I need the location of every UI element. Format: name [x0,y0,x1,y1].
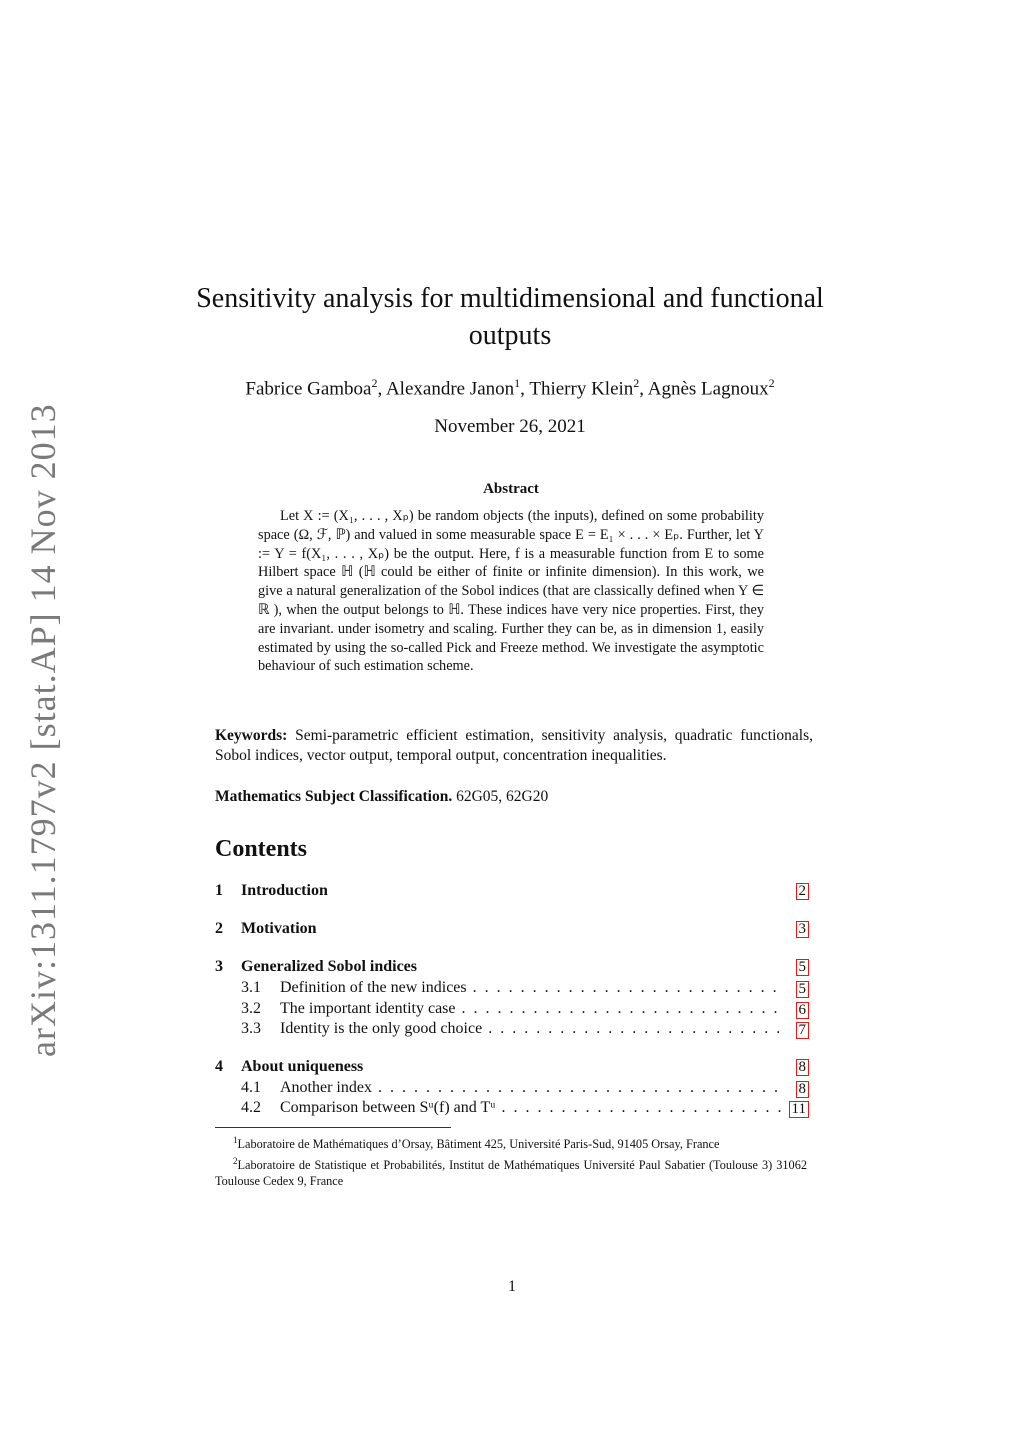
footnote-mark: 2 [233,1155,238,1166]
toc-section[interactable] [215,918,809,940]
toc-section-number: 1 [215,882,223,899]
toc-page-link[interactable]: 5 [796,981,810,998]
paper-date: November 26, 2021 [434,416,586,437]
toc-subsection[interactable] [215,1078,809,1099]
toc-section-title: Motivation [241,920,317,937]
msc-label: Mathematics Subject Classification. [215,788,453,805]
footnote-text: Laboratoire de Mathématiques d’Orsay, Bâtiment 425, Université Paris-Sud, 91405 Orsay, France [237,1137,720,1152]
toc-subsection-title: The important identity case . . . [280,999,785,1020]
toc-subsection[interactable] [215,999,809,1020]
toc-subsection-number: 4.1 [241,1078,261,1096]
page-number: 1 [508,1278,516,1295]
footnote-mark: 1 [233,1135,238,1145]
author-list: Fabrice Gamboa$^2$, Alexandre Janon$^1$, Thierry Klein$^2$, Agnès Lagnoux$^2$ [245,376,775,400]
author-affiliation-mark: 2 [633,376,640,390]
toc-subsection-number: 3.1 [241,979,261,996]
abstract-body [258,507,764,676]
toc-subsection-title: Another index . . . [280,1078,785,1099]
msc-text: 62G05, 62G20 [456,788,549,805]
toc-page-link[interactable]: 7 [796,1022,810,1039]
toc-subsection[interactable] [215,978,809,999]
msc-classification [215,788,813,806]
toc-page-link[interactable]: 2 [796,883,810,900]
toc-page-link[interactable]: 3 [796,921,810,938]
footnote [215,1132,807,1153]
toc-page-link[interactable]: 6 [796,1002,810,1019]
author-name: Fabrice Gamboa [245,378,372,400]
toc-section[interactable] [215,956,809,978]
toc-section-title: Introduction [241,882,328,899]
table-of-contents [215,880,809,1119]
keywords-text: Semi-parametric efficient estimation, sensitivity analysis, quadratic functionals, Sobol indices, vector output, temporal output, concentration inequalities. [215,727,813,764]
footnote [215,1153,807,1190]
toc-page-link[interactable]: 8 [796,1059,810,1076]
arxiv-identifier: arXiv:1311.1797v2 [stat.AP] 14 Nov 2013 [23,403,63,1057]
toc-page-link[interactable]: 5 [796,959,810,976]
abstract-text: Let X := (X₁, . . . , Xₚ) be random objects (the inputs), defined on some probability space (Ω, ℱ, ℙ) and valued in some measurable space E = E₁ × . . . × Eₚ. Further, let Y := Y = f(X₁, . . . , Xₚ) be the output. Here, f is a measurable function from E to some Hilbert space ℍ (ℍ could be either of finite or infinite dimension). In this work, we give a natural generalization of the Sobol indices (that are classically defined when Y ∈ ℝ ), when the output belongs to ℍ. These indices have very nice properties. First, they are invariant. under isometry and scaling. Further they can be, as in dimension 1, easily estimated by using the so-called Pick and Freeze method. We investigate the asymptotic behaviour of such estimation scheme. [258,508,764,675]
toc-page-link[interactable]: 8 [796,1081,810,1098]
keywords [215,726,813,766]
toc-subsection-title: Definition of the new indices . . . [280,978,785,999]
author-name: Agnès Lagnoux [647,378,769,400]
toc-subsection[interactable] [215,1019,809,1040]
toc-subsection-title: Comparison between Sᵘ(f) and Tᵘ . . . [280,1098,785,1119]
footnote-text: Laboratoire de Statistique et Probabilités, Institut de Mathématiques Université Paul Sabatier (Toulouse 3) 31062 Toulouse Cedex 9, France [215,1157,807,1189]
abstract-heading: Abstract [483,481,539,497]
toc-section[interactable] [215,1056,809,1078]
author-name: Thierry Klein [529,378,634,400]
toc-section-number: 3 [215,958,223,975]
contents-heading: Contents [215,836,308,862]
toc-page-link[interactable]: 11 [789,1101,809,1118]
toc-subsection-title: Identity is the only good choice . . . [280,1019,785,1040]
toc-section-number: 2 [215,920,223,937]
toc-subsection[interactable] [215,1098,809,1119]
toc-subsection-number: 4.2 [241,1099,261,1116]
footnote-rule [215,1127,451,1128]
paper-title: Sensitivity analysis for multidimensional and functional outputs [196,283,824,351]
toc-section[interactable] [215,880,809,902]
toc-section-number: 4 [215,1057,223,1075]
author-affiliation-mark: 1 [514,376,521,390]
author-affiliation-mark: 2 [371,376,378,390]
toc-subsection-number: 3.2 [241,999,261,1017]
toc-section-title: Generalized Sobol indices [241,958,417,975]
author-name: Alexandre Janon [385,378,515,400]
footnotes [215,1132,807,1190]
toc-subsection-number: 3.3 [241,1020,261,1037]
keywords-label: Keywords: [215,727,288,744]
toc-section-title: About uniqueness [241,1057,364,1075]
author-affiliation-mark: 2 [768,376,775,390]
